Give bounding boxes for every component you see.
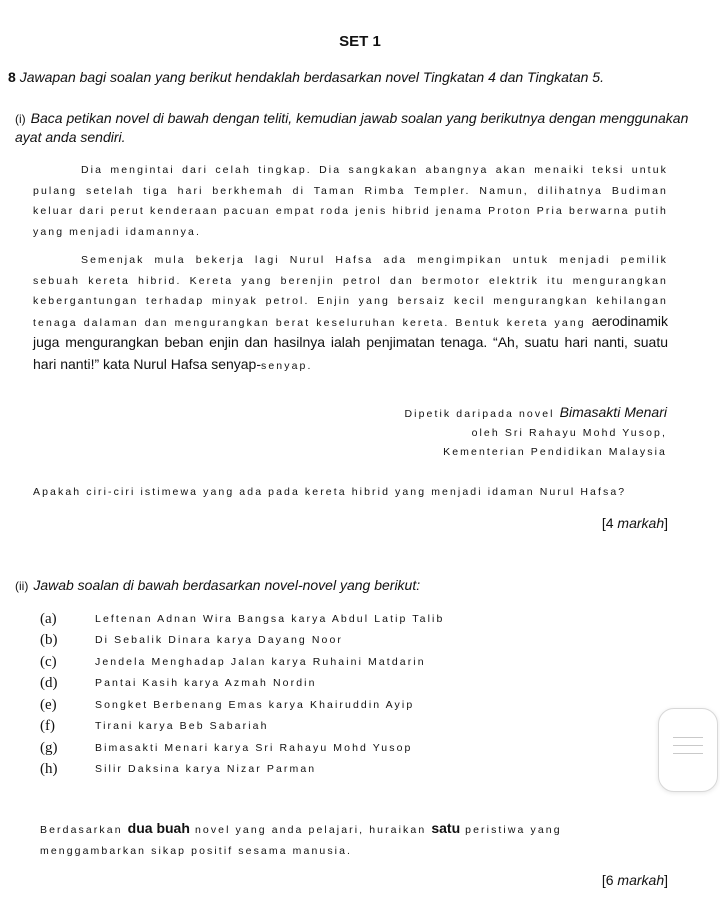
list-item xyxy=(40,737,444,759)
marks-close: ] xyxy=(664,872,668,888)
marks-open: [4 xyxy=(601,515,618,531)
list-item xyxy=(40,716,444,738)
list-item-label: (a) xyxy=(40,610,57,627)
set-title: SET 1 xyxy=(339,33,381,50)
list-item-title: Jendela Menghadap Jalan karya Ruhaini Matdarin xyxy=(95,655,426,668)
scroll-line-icon xyxy=(673,745,703,746)
list-item xyxy=(40,694,444,716)
list-item-title: Bimasakti Menari karya Sri Rahayu Mohd Yusop xyxy=(95,741,413,754)
citation-publisher: Kementerian Pendidikan Malaysia xyxy=(443,446,667,458)
question-emphasis-1: dua buah xyxy=(127,820,190,836)
list-item xyxy=(40,651,444,673)
list-item-title: Di Sebalik Dinara karya Dayang Noor xyxy=(95,634,343,646)
list-item-title: Pantai Kasih karya Azmah Nordin xyxy=(95,677,317,689)
excerpt-paragraph-2-tail: senyap. xyxy=(261,359,313,372)
list-item xyxy=(40,630,444,652)
list-item-title: Tirani karya Beb Sabariah xyxy=(95,720,269,732)
question-8-instruction xyxy=(8,69,708,85)
list-item xyxy=(40,673,444,695)
list-item xyxy=(40,608,444,630)
list-item-label: (d) xyxy=(40,675,58,691)
list-item-label: (h) xyxy=(40,761,58,777)
marks-open: [6 xyxy=(601,872,618,888)
scroll-line-icon xyxy=(673,737,703,738)
part-ii-text: Jawab soalan di bawah berdasarkan novel-novel yang berikut: xyxy=(33,577,421,593)
list-item-label: (c) xyxy=(40,653,57,670)
question-text-part-2: novel yang anda pelajari, huraikan xyxy=(194,824,427,836)
excerpt-paragraph-2-normal-text: aerodinamik juga mengurangkan beban enjin dan hasilnya ialah penjimatan tenaga. “Ah, suatu hari nanti, suatu hari nanti!” kata Nurul Hafsa senyap- xyxy=(33,312,668,372)
marks-word: markah xyxy=(617,515,665,531)
part-i-text: Baca petikan novel di bawah dengan teliti, kemudian jawab soalan yang berikutnya dengan menggunakan ayat anda sendiri. xyxy=(15,110,689,145)
part-ii-label: (ii) xyxy=(15,579,29,593)
marks-word: markah xyxy=(617,872,665,888)
part-i-marks xyxy=(602,515,668,531)
excerpt-paragraph-2 xyxy=(33,250,668,376)
question-number: 8 xyxy=(8,69,16,85)
citation-prefix: Dipetik daripada novel xyxy=(404,408,555,420)
excerpt-citation xyxy=(404,403,667,462)
citation-author: oleh Sri Rahayu Mohd Yusop, xyxy=(471,427,667,439)
question-8-text: Jawapan bagi soalan yang berikut hendaklah berdasarkan novel Tingkatan 4 dan Tingkatan 5. xyxy=(19,69,604,85)
part-ii-question xyxy=(40,818,640,861)
list-item-label: (g) xyxy=(40,739,58,756)
question-text-part-3: peristiwa yang menggambarkan sikap positif sesama manusia. xyxy=(40,824,562,857)
marks-close: ] xyxy=(664,515,668,531)
list-item xyxy=(40,759,444,781)
list-item-label: (b) xyxy=(40,632,58,648)
citation-book-title: Bimasakti Menari xyxy=(559,404,667,420)
part-i-question: Apakah ciri-ciri istimewa yang ada pada kereta hibrid yang menjadi idaman Nurul Hafsa? xyxy=(33,486,627,498)
list-item-title: Songket Berbenang Emas karya Khairuddin Ayip xyxy=(95,698,415,711)
part-i-instruction xyxy=(15,109,695,146)
question-emphasis-2: satu xyxy=(431,820,461,836)
list-item-label: (f) xyxy=(40,718,55,734)
excerpt-paragraph-1 xyxy=(33,160,668,242)
part-ii-marks xyxy=(602,872,668,888)
list-item-title: Silir Daksina karya Nizar Parman xyxy=(95,763,317,775)
part-i-label: (i) xyxy=(15,112,26,126)
list-item-label: (e) xyxy=(40,696,57,713)
scroll-indicator[interactable] xyxy=(658,708,718,792)
excerpt-paragraph-1-text: Dia mengintai dari celah tingkap. Dia sangkakan abangnya akan menaiki teksi untuk pulang setelah tiga hari berkhemah di Taman Rimba Templer. Namun, dilihatnya Budiman keluar dari perut kenderaan pacuan empat roda jenis hibrid jenama Proton Pria berwarna putih yang menjadi idamannya. xyxy=(33,164,668,238)
novel-list xyxy=(40,608,444,780)
part-ii-instruction xyxy=(15,577,420,593)
excerpt-paragraph-2-spaced-text: Semenjak mula bekerja lagi Nurul Hafsa ada mengimpikan untuk menjadi pemilik sebuah kereta hibrid. Kereta yang berenjin petrol dan bermotor elektrik itu mengurangkan kebergantungan terhadap minyak petrol. Enjin yang bersaiz kecil mengurangkan kehilangan tenaga dalaman dan mengurangkan berat keseluruhan kereta. Bentuk kereta yang xyxy=(33,254,668,329)
list-item-title: Leftenan Adnan Wira Bangsa karya Abdul Latip Talib xyxy=(95,612,445,625)
question-text-part-1: Berdasarkan xyxy=(40,824,123,836)
scroll-line-icon xyxy=(673,753,703,754)
